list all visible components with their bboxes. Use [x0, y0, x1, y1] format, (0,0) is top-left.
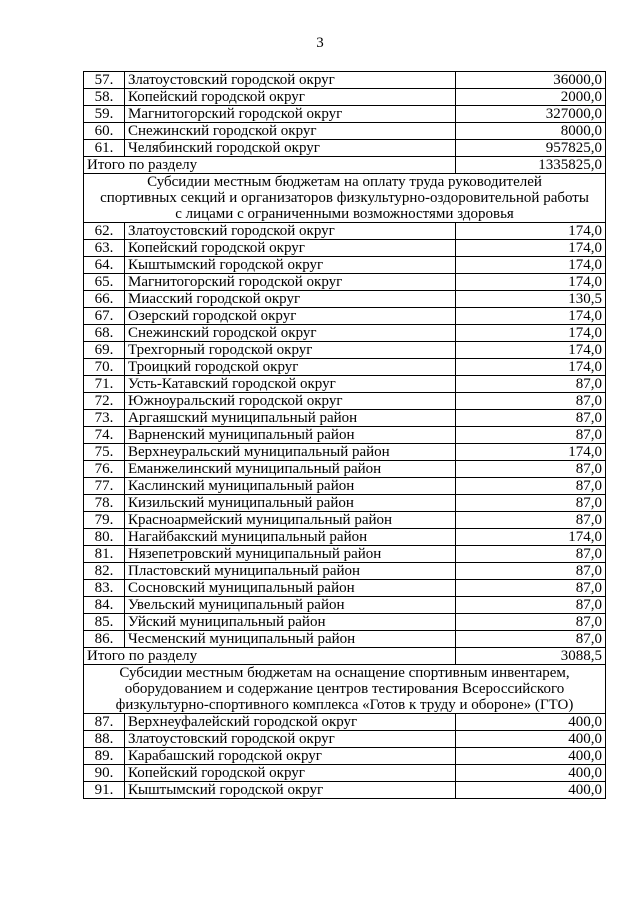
- table-row: [84, 140, 606, 157]
- row-number: 83.: [84, 580, 125, 597]
- subsidy-amount: 8000,0: [456, 123, 606, 140]
- section-heading-line: Субсидии местным бюджетам на оснащение спортивным инвентарем,: [119, 665, 570, 681]
- municipality-name: Южноуральский городской округ: [125, 393, 456, 410]
- municipality-name: Троицкий городской округ: [125, 359, 456, 376]
- municipality-name: Варненский муниципальный район: [125, 427, 456, 444]
- table-row: [84, 410, 606, 427]
- row-number: 79.: [84, 512, 125, 529]
- subsidy-amount: 87,0: [456, 631, 606, 648]
- table-row: [84, 308, 606, 325]
- municipality-name: Верхнеуральский муниципальный район: [125, 444, 456, 461]
- row-number: 60.: [84, 123, 125, 140]
- table-row: [84, 461, 606, 478]
- table-row: [84, 765, 606, 782]
- table-row: [84, 223, 606, 240]
- table-row: [84, 563, 606, 580]
- subsidy-amount: 174,0: [456, 325, 606, 342]
- subsidy-amount: 174,0: [456, 529, 606, 546]
- table-row: [84, 512, 606, 529]
- municipality-name: Златоустовский городской округ: [125, 731, 456, 748]
- subsidy-table-body: [84, 72, 606, 799]
- subsidy-amount: 87,0: [456, 376, 606, 393]
- municipality-name: Снежинский городской округ: [125, 325, 456, 342]
- subsidy-amount: 130,5: [456, 291, 606, 308]
- table-row: [84, 342, 606, 359]
- table-row: [84, 478, 606, 495]
- municipality-name: Еманжелинский муниципальный район: [125, 461, 456, 478]
- municipality-name: Нязепетровский муниципальный район: [125, 546, 456, 563]
- subsidy-amount: 174,0: [456, 444, 606, 461]
- municipality-name: Миасский городской округ: [125, 291, 456, 308]
- municipality-name: Увельский муниципальный район: [125, 597, 456, 614]
- section-total-row: [84, 648, 606, 665]
- municipality-name: Челябинский городской округ: [125, 140, 456, 157]
- row-number: 84.: [84, 597, 125, 614]
- municipality-name: Каслинский муниципальный район: [125, 478, 456, 495]
- municipality-name: Пластовский муниципальный район: [125, 563, 456, 580]
- row-number: 62.: [84, 223, 125, 240]
- row-number: 73.: [84, 410, 125, 427]
- subsidy-amount: 87,0: [456, 546, 606, 563]
- subsidy-amount: 174,0: [456, 240, 606, 257]
- municipality-name: Карабашский городской округ: [125, 748, 456, 765]
- section-heading: [84, 665, 606, 714]
- municipality-name: Аргаяшский муниципальный район: [125, 410, 456, 427]
- table-row: [84, 614, 606, 631]
- subsidy-amount: 87,0: [456, 580, 606, 597]
- section-heading: [84, 174, 606, 223]
- subsidy-amount: 174,0: [456, 308, 606, 325]
- subsidy-amount: 327000,0: [456, 106, 606, 123]
- row-number: 66.: [84, 291, 125, 308]
- row-number: 81.: [84, 546, 125, 563]
- table-row: [84, 325, 606, 342]
- row-number: 69.: [84, 342, 125, 359]
- table-row: [84, 731, 606, 748]
- municipality-name: Копейский городской округ: [125, 89, 456, 106]
- row-number: 68.: [84, 325, 125, 342]
- row-number: 86.: [84, 631, 125, 648]
- table-row: [84, 274, 606, 291]
- table-row: [84, 631, 606, 648]
- row-number: 72.: [84, 393, 125, 410]
- municipality-name: Златоустовский городской округ: [125, 223, 456, 240]
- municipality-name: Кыштымский городской округ: [125, 782, 456, 799]
- row-number: 75.: [84, 444, 125, 461]
- municipality-name: Озерский городской округ: [125, 308, 456, 325]
- table-row: [84, 597, 606, 614]
- row-number: 67.: [84, 308, 125, 325]
- row-number: 74.: [84, 427, 125, 444]
- municipality-name: Уйский муниципальный район: [125, 614, 456, 631]
- section-heading-row: [84, 665, 606, 714]
- municipality-name: Чесменский муниципальный район: [125, 631, 456, 648]
- subsidy-amount: 400,0: [456, 731, 606, 748]
- table-row: [84, 580, 606, 597]
- row-number: 87.: [84, 714, 125, 731]
- subsidy-amount: 87,0: [456, 410, 606, 427]
- table-row: [84, 240, 606, 257]
- section-heading-line: спортивных секций и организаторов физкультурно-оздоровительной работы: [100, 190, 589, 206]
- municipality-name: Сосновский муниципальный район: [125, 580, 456, 597]
- subsidy-amount: 87,0: [456, 495, 606, 512]
- subsidy-amount: 87,0: [456, 461, 606, 478]
- row-number: 57.: [84, 72, 125, 89]
- subsidy-amount: 174,0: [456, 274, 606, 291]
- section-heading-line: Субсидии местным бюджетам на оплату труда руководителей: [147, 174, 542, 190]
- page-number: 3: [316, 35, 324, 51]
- municipality-name: Нагайбакский муниципальный район: [125, 529, 456, 546]
- municipality-name: Кыштымский городской округ: [125, 257, 456, 274]
- section-heading-line: физкультурно-спортивного комплекса «Готов к труду и обороне» (ГТО): [115, 697, 574, 713]
- row-number: 77.: [84, 478, 125, 495]
- subsidy-amount: 174,0: [456, 359, 606, 376]
- municipality-name: Копейский городской округ: [125, 765, 456, 782]
- table-row: [84, 257, 606, 274]
- municipality-name: Кизильский муниципальный район: [125, 495, 456, 512]
- municipality-name: Магнитогорский городской округ: [125, 106, 456, 123]
- table-row: [84, 106, 606, 123]
- row-number: 63.: [84, 240, 125, 257]
- municipality-name: Красноармейский муниципальный район: [125, 512, 456, 529]
- subsidy-amount: 87,0: [456, 512, 606, 529]
- section-total-label: Итого по разделу: [84, 648, 456, 665]
- row-number: 78.: [84, 495, 125, 512]
- section-heading-line: оборудованием и содержание центров тестирования Всероссийского: [124, 681, 565, 697]
- row-number: 61.: [84, 140, 125, 157]
- subsidy-amount: 87,0: [456, 427, 606, 444]
- row-number: 65.: [84, 274, 125, 291]
- table-row: [84, 495, 606, 512]
- table-row: [84, 72, 606, 89]
- table-row: [84, 89, 606, 106]
- section-heading-line: с лицами с ограниченными возможностями здоровья: [175, 206, 514, 222]
- row-number: 76.: [84, 461, 125, 478]
- table-row: [84, 546, 606, 563]
- table-row: [84, 748, 606, 765]
- row-number: 71.: [84, 376, 125, 393]
- municipality-name: Трехгорный городской округ: [125, 342, 456, 359]
- row-number: 82.: [84, 563, 125, 580]
- table-row: [84, 529, 606, 546]
- section-total-label: Итого по разделу: [84, 157, 456, 174]
- section-total-value: 1335825,0: [456, 157, 606, 174]
- row-number: 70.: [84, 359, 125, 376]
- subsidy-amount: 400,0: [456, 714, 606, 731]
- subsidy-amount: 174,0: [456, 223, 606, 240]
- subsidy-amount: 87,0: [456, 478, 606, 495]
- row-number: 91.: [84, 782, 125, 799]
- row-number: 89.: [84, 748, 125, 765]
- subsidy-amount: 87,0: [456, 597, 606, 614]
- municipality-name: Копейский городской округ: [125, 240, 456, 257]
- row-number: 88.: [84, 731, 125, 748]
- row-number: 64.: [84, 257, 125, 274]
- table-row: [84, 714, 606, 731]
- subsidy-amount: 400,0: [456, 748, 606, 765]
- section-total-row: [84, 157, 606, 174]
- subsidy-amount: 36000,0: [456, 72, 606, 89]
- row-number: 80.: [84, 529, 125, 546]
- table-row: [84, 291, 606, 308]
- subsidy-amount: 400,0: [456, 782, 606, 799]
- subsidy-amount: 957825,0: [456, 140, 606, 157]
- table-row: [84, 393, 606, 410]
- municipality-name: Верхнеуфалейский городской округ: [125, 714, 456, 731]
- row-number: 85.: [84, 614, 125, 631]
- section-total-value: 3088,5: [456, 648, 606, 665]
- table-row: [84, 376, 606, 393]
- section-heading-row: [84, 174, 606, 223]
- table-row: [84, 427, 606, 444]
- row-number: 58.: [84, 89, 125, 106]
- table-row: [84, 444, 606, 461]
- table-row: [84, 359, 606, 376]
- municipality-name: Магнитогорский городской округ: [125, 274, 456, 291]
- subsidy-amount: 87,0: [456, 393, 606, 410]
- subsidy-amount: 87,0: [456, 563, 606, 580]
- table-row: [84, 123, 606, 140]
- subsidy-amount: 174,0: [456, 342, 606, 359]
- municipality-name: Снежинский городской округ: [125, 123, 456, 140]
- table-row: [84, 782, 606, 799]
- subsidy-amount: 87,0: [456, 614, 606, 631]
- municipality-name: Златоустовский городской округ: [125, 72, 456, 89]
- subsidy-amount: 2000,0: [456, 89, 606, 106]
- subsidy-amount: 174,0: [456, 257, 606, 274]
- subsidy-table: [83, 71, 606, 799]
- row-number: 59.: [84, 106, 125, 123]
- municipality-name: Усть-Катавский городской округ: [125, 376, 456, 393]
- row-number: 90.: [84, 765, 125, 782]
- subsidy-amount: 400,0: [456, 765, 606, 782]
